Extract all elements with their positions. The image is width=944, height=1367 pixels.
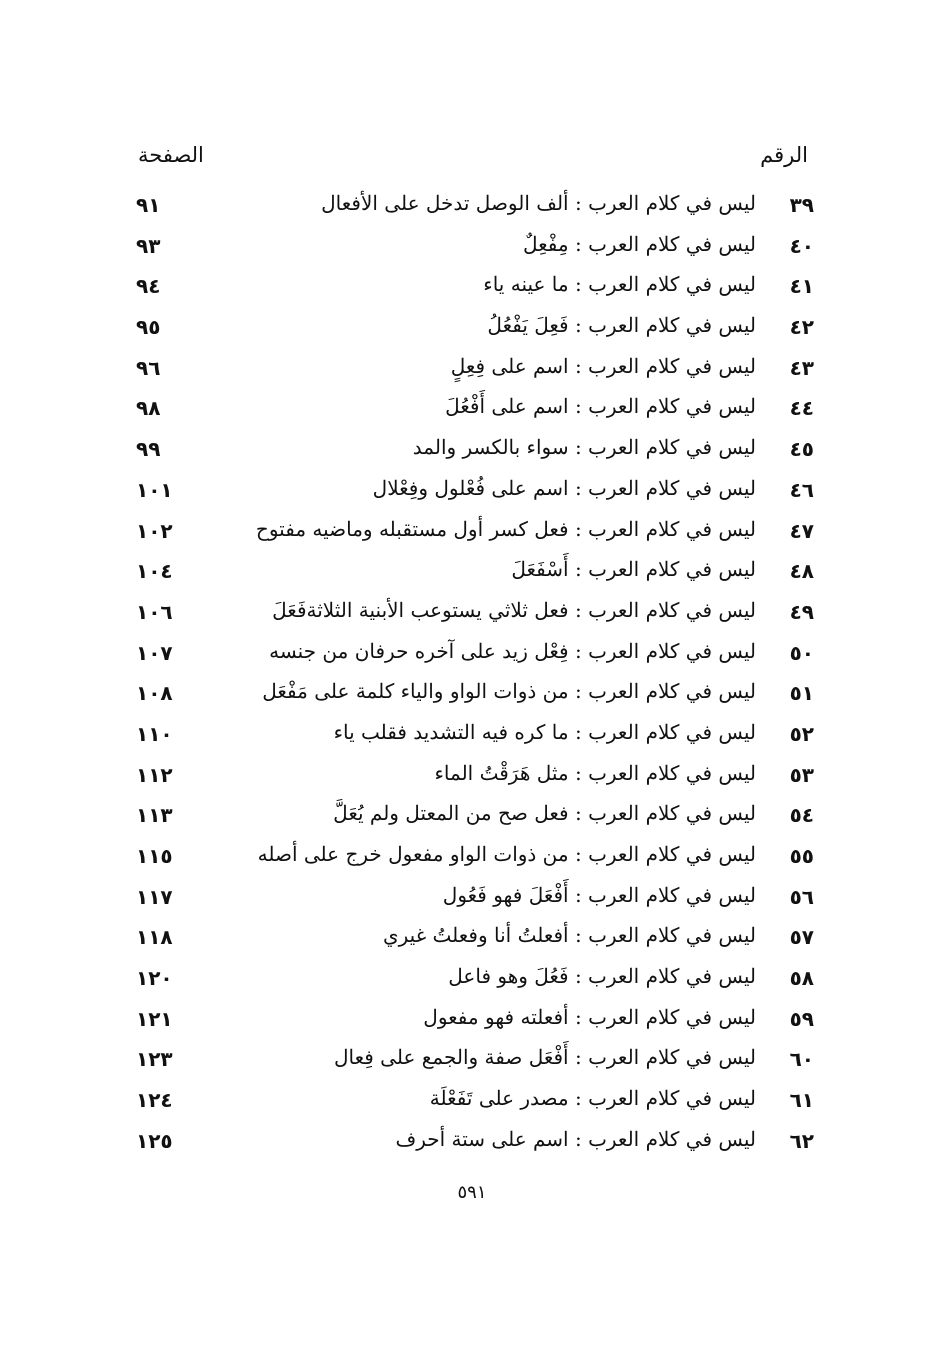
entry-page-number: ١١٥ (136, 844, 173, 868)
list-item (0, 474, 944, 515)
entry-page-number: ١٢١ (136, 1006, 173, 1031)
entry-text: ليس في كلام العرب : أَسْفَعَلَ (511, 557, 756, 582)
entry-number: ٥١ (789, 681, 814, 706)
entry-page-number: ١٠١ (136, 477, 173, 502)
entry-number: ٤١ (789, 274, 814, 299)
entry-text: ليس في كلام العرب : مِفْعِلٌ (522, 231, 756, 256)
entry-page-number: ٩١ (136, 193, 161, 217)
entry-text: ليس في كلام العرب : اسم على فِعِلٍ (450, 353, 756, 378)
index-list (0, 189, 944, 1166)
entry-page-number: ١٠٨ (136, 681, 173, 706)
entry-page-number: ١٢٤ (136, 1088, 173, 1113)
entry-page-number: ١٠٢ (136, 518, 173, 543)
entry-page-number: ١١٠ (136, 721, 173, 746)
list-item (0, 1043, 944, 1084)
entry-text: ليس في كلام العرب : مثل هَرَقْتُ الماء (434, 760, 756, 785)
list-item (0, 596, 944, 637)
list-item (0, 392, 944, 433)
entry-page-number: ٩٥ (136, 315, 161, 340)
page-number: ٥٩١ (457, 1182, 487, 1203)
list-item (0, 433, 944, 474)
list-item (0, 311, 944, 352)
entry-number: ٦١ (789, 1088, 814, 1113)
page-column-heading: الصفحة (138, 143, 204, 167)
entry-number: ٥٥ (789, 844, 814, 868)
entry-text: ليس في كلام العرب : فعل ثلاثي يستوعب الأبنية الثلاثةفَعَلَ (272, 597, 756, 622)
entry-text: ليس في كلام العرب : ما عينه ياء (483, 272, 756, 297)
list-item (0, 799, 944, 840)
entry-page-number: ١١٨ (136, 925, 173, 950)
entry-text: ليس في كلام العرب : أَفْعَل صفة والجمع على فِعال (333, 1045, 756, 1070)
entry-page-number: ١٢٣ (136, 1047, 173, 1072)
entry-number: ٤٤ (789, 396, 814, 421)
entry-number: ٤٢ (789, 315, 814, 340)
entry-number: ٤٥ (789, 437, 814, 462)
entry-page-number: ٩٩ (136, 437, 161, 462)
entry-number: ٤٧ (789, 518, 814, 543)
list-item (0, 230, 944, 271)
list-item (0, 270, 944, 311)
entry-text: ليس في كلام العرب : فَعُلَ وهو فاعل (448, 964, 756, 989)
number-column-heading: الرقم (760, 143, 808, 167)
entry-text: ليس في كلام العرب : فِعْل زيد على آخره حرفان من جنسه (269, 638, 756, 663)
entry-page-number: ١١٧ (136, 884, 173, 909)
entry-text: ليس في كلام العرب : اسم على فُعْلول وفِعْلال (372, 475, 756, 500)
entry-text: ليس في كلام العرب : مصدر على تَفَعْلَة (429, 1086, 756, 1111)
list-item (0, 718, 944, 759)
entry-page-number: ١٠٤ (136, 559, 173, 584)
list-item (0, 759, 944, 800)
entry-text: ليس في كلام العرب : ألف الوصل تدخل على الأفعال (321, 191, 756, 215)
list-item (0, 840, 944, 881)
entry-number: ٥٣ (789, 762, 814, 787)
entry-number: ٤٩ (789, 599, 814, 624)
entry-text: ليس في كلام العرب : فَعِلَ يَفْعُلُ (487, 313, 756, 338)
entry-number: ٤٣ (789, 355, 814, 380)
entry-number: ٥٩ (789, 1006, 814, 1031)
list-item (0, 881, 944, 922)
entry-number: ٦٢ (789, 1128, 814, 1153)
entry-number: ٥٤ (789, 803, 814, 828)
list-item (0, 555, 944, 596)
entry-page-number: ٩٨ (136, 396, 161, 421)
entry-number: ٥٠ (789, 640, 814, 665)
entry-text: ليس في كلام العرب : اسم على أَفْعُلَ (445, 394, 756, 419)
entry-text: ليس في كلام العرب : فعل صح من المعتل ولم يُعَلَّ (333, 801, 756, 826)
entry-text: ليس في كلام العرب : أَفْعَلَ فهو فَعُول (442, 882, 756, 907)
list-item (0, 637, 944, 678)
entry-page-number: ١٠٧ (136, 640, 173, 665)
entry-page-number: ٩٣ (136, 233, 161, 258)
entry-page-number: ١٢٥ (136, 1128, 173, 1153)
list-item (0, 962, 944, 1003)
entry-number: ٥٢ (789, 721, 814, 746)
entry-text: ليس في كلام العرب : ما كره فيه التشديد فقلب ياء (333, 719, 756, 744)
list-item (0, 1003, 944, 1044)
list-item (0, 189, 944, 230)
entry-text: ليس في كلام العرب : من ذوات الواو مفعول خرج على أصله (257, 842, 756, 866)
entry-text: ليس في كلام العرب : من ذوات الواو والياء كلمة على مَفْعَل (262, 679, 756, 704)
list-item (0, 1084, 944, 1125)
list-item (0, 1125, 944, 1166)
entry-number: ٥٨ (789, 966, 814, 991)
list-item (0, 677, 944, 718)
list-item (0, 921, 944, 962)
entry-number: ٦٠ (789, 1047, 814, 1072)
entry-page-number: ١١٣ (136, 803, 173, 828)
entry-page-number: ١٠٦ (136, 599, 173, 624)
entry-number: ٥٦ (789, 884, 814, 909)
entry-text: ليس في كلام العرب : أفعلتُ أنا وفعلتُ غيري (382, 923, 756, 948)
list-item (0, 352, 944, 393)
entry-number: ٤٠ (789, 233, 814, 258)
list-item (0, 515, 944, 556)
entry-number: ٥٧ (789, 925, 814, 950)
entry-text: ليس في كلام العرب : اسم على ستة أحرف (395, 1126, 756, 1151)
entry-number: ٤٨ (789, 559, 814, 584)
entry-text: ليس في كلام العرب : أفعلته فهو مفعول (423, 1004, 756, 1029)
entry-number: ٤٦ (789, 477, 814, 502)
entry-text: ليس في كلام العرب : فعل كسر أول مستقبله وماضيه مفتوح (255, 516, 756, 541)
entry-number: ٣٩ (789, 193, 814, 217)
entry-page-number: ٩٦ (136, 355, 161, 380)
entry-text: ليس في كلام العرب : سواء بالكسر والمد (412, 435, 756, 460)
entry-page-number: ٩٤ (136, 274, 161, 299)
entry-page-number: ١١٢ (136, 762, 173, 787)
entry-page-number: ١٢٠ (136, 966, 173, 991)
